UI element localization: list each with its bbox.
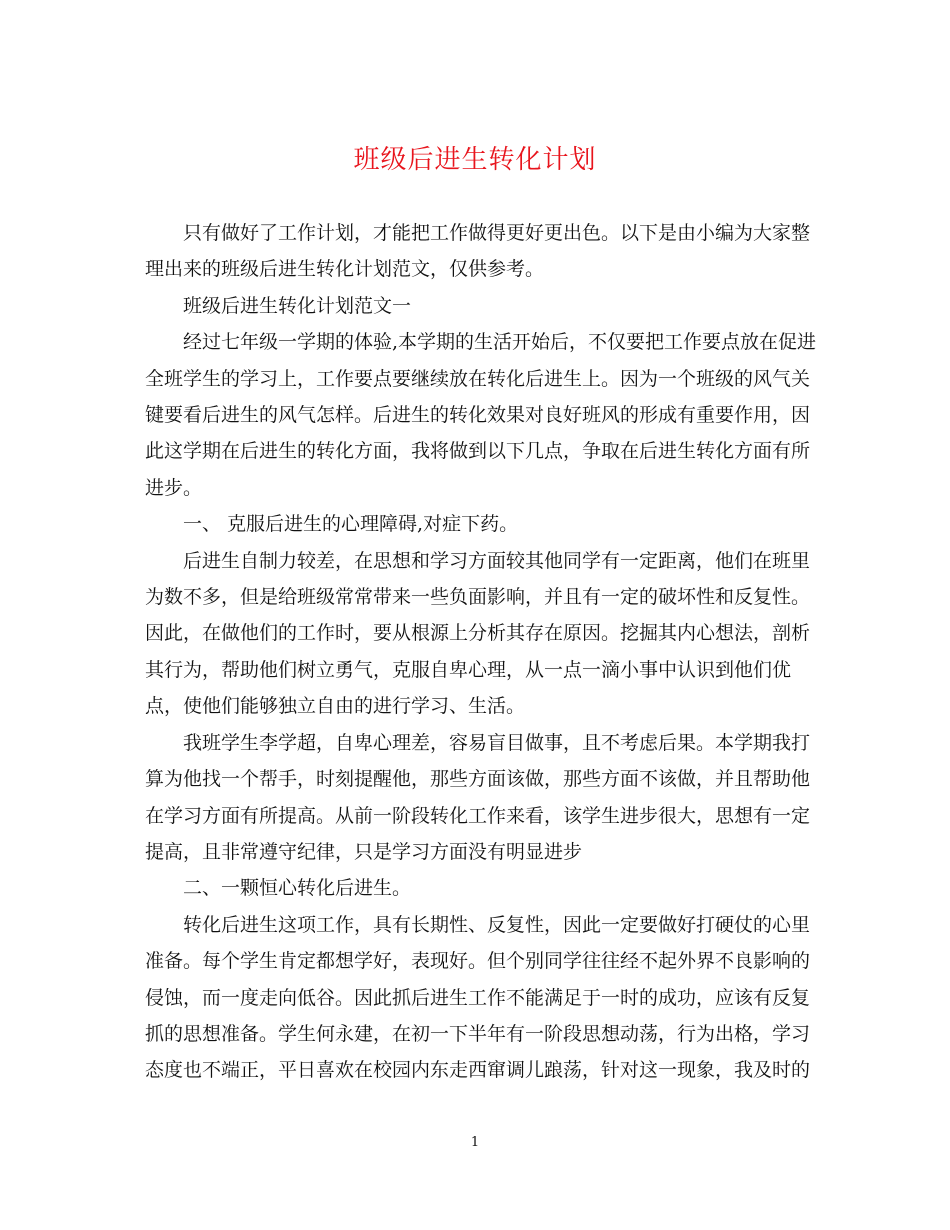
text-line: 全班学生的学习上，工作要点要继续放在转化后进生上。因为一个班级的风气关: [145, 367, 811, 390]
text-line: 后进生自制力较差，在思想和学习方面较其他同学有一定距离，他们在班里: [183, 549, 811, 572]
text-line: 为数不多，但是给班级常常带来一些负面影响，并且有一定的破坏性和反复性。: [145, 586, 811, 609]
text-line: 侵蚀，而一度走向低谷。因此抓后进生工作不能满足于一时的成功，应该有反复: [145, 986, 811, 1009]
text-line: 抓的思想准备。学生何永建，在初一下半年有一阶段思想动荡，行为出格，学习: [145, 1022, 811, 1045]
paragraph-self-control: [145, 543, 810, 725]
paragraph-student-example: [145, 725, 810, 871]
text-line: 态度也不端正，平日喜欢在校园内东走西窜调儿踉荡，针对这一现象，我及时的: [145, 1059, 811, 1082]
text-line: 进步。: [145, 476, 203, 499]
paragraph-overview: [145, 324, 817, 506]
section-heading-sample-one: [145, 288, 810, 324]
text-line: 准备。每个学生肯定都想学好，表现好。但个别同学往往经不起外界不良影响的: [145, 950, 811, 973]
document-title: 班级后进生转化计划: [353, 145, 597, 175]
page-number: 1: [470, 1135, 480, 1150]
text-line: 点，使他们能够独立自由的进行学习、生活。: [145, 695, 526, 718]
text-line: 一、 克服后进生的心理障碍,对症下药。: [183, 513, 519, 536]
text-line: 在学习方面有所提高。从前一阶段转化工作来看，该学生进步很大，思想有一定: [145, 804, 811, 827]
document-body: [145, 215, 817, 1089]
section-heading-one: [145, 506, 810, 542]
text-line: 其行为，帮助他们树立勇气，克服自卑心理，从一点一滴小事中认识到他们优: [145, 658, 792, 681]
text-line: 键要看后进生的风气怎样。后进生的转化效果对良好班风的形成有重要作用，因: [145, 404, 811, 427]
text-line: 提高，且非常遵守纪律，只是学习方面没有明显进步: [145, 840, 583, 863]
text-line: 因此，在做他们的工作时，要从根源上分析其存在原因。挖掘其内心想法，剖析: [145, 622, 811, 645]
text-line: 只有做好了工作计划，才能把工作做得更好更出色。以下是由小编为大家整: [183, 222, 811, 244]
text-line: 算为他找一个帮手，时刻提醒他，那些方面该做，那些方面不该做，并且帮助他: [145, 768, 811, 791]
text-line: 二、一颗恒心转化后进生。: [183, 877, 412, 900]
section-heading-two: [145, 870, 810, 906]
text-line: 理出来的班级后进生转化计划范文，仅供参考。: [145, 258, 545, 281]
paragraph-intro: [145, 215, 810, 288]
text-line: 经过七年级一学期的体验,本学期的生活开始后，不仅要把工作要点放在促进: [183, 331, 817, 354]
text-line: 我班学生李学超，自卑心理差，容易盲目做事，且不考虑后果。本学期我打: [183, 731, 811, 754]
text-line: 此这学期在后进生的转化方面，我将做到以下几点，争取在后进生转化方面有所: [145, 440, 811, 463]
paragraph-perseverance: [145, 907, 810, 1089]
text-line: 转化后进生这项工作，具有长期性、反复性，因此一定要做好打硬仗的心里: [183, 913, 811, 936]
text-line: 班级后进生转化计划范文一: [183, 294, 412, 317]
